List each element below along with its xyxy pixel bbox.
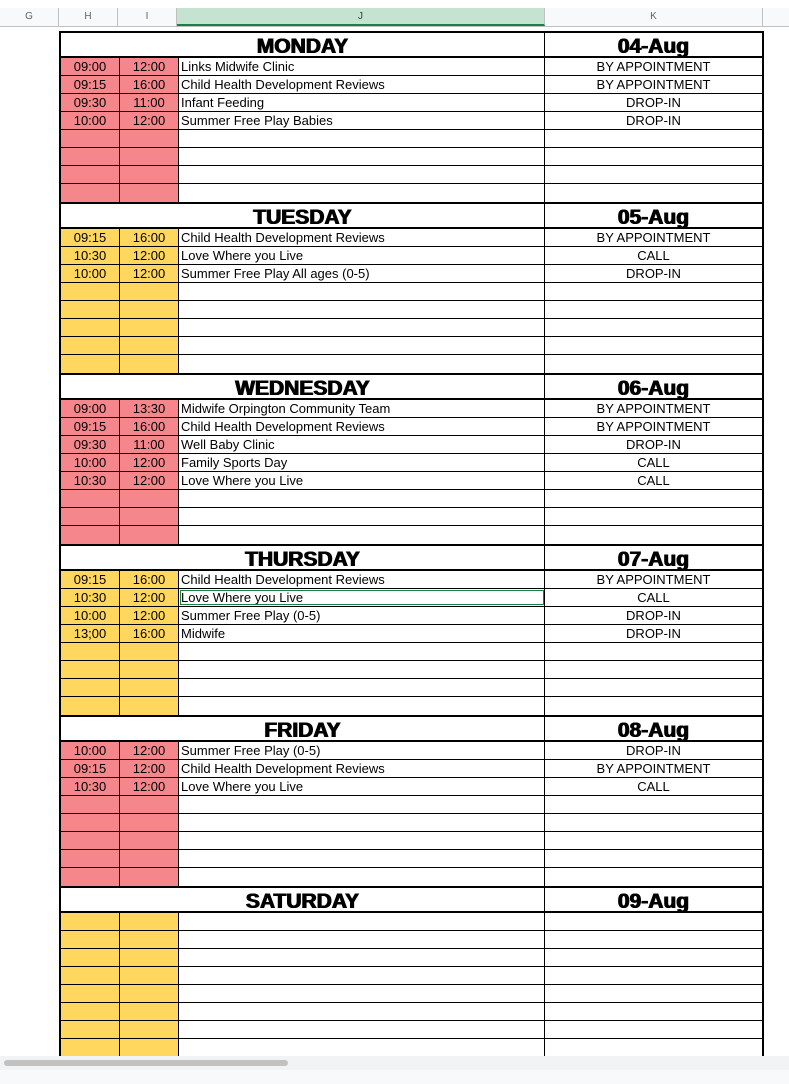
schedule-row bbox=[61, 760, 762, 778]
activity-cell[interactable] bbox=[179, 1021, 545, 1038]
activity-cell[interactable]: Links Midwife Clinic bbox=[179, 58, 545, 75]
activity-cell[interactable] bbox=[179, 985, 545, 1002]
schedule-row bbox=[61, 571, 762, 589]
schedule-sheet bbox=[59, 31, 764, 1059]
activity-cell[interactable]: Family Sports Day bbox=[179, 454, 545, 471]
booking-type-cell[interactable] bbox=[545, 679, 762, 696]
booking-type-cell[interactable] bbox=[545, 985, 762, 1002]
start-time-cell[interactable]: 09:30 bbox=[61, 436, 120, 453]
end-time-cell[interactable] bbox=[120, 490, 179, 507]
day-name[interactable]: MONDAY bbox=[61, 33, 545, 56]
schedule-row bbox=[61, 832, 762, 850]
start-time-cell[interactable] bbox=[61, 661, 120, 678]
activity-cell[interactable] bbox=[179, 931, 545, 948]
end-time-cell[interactable] bbox=[120, 301, 179, 318]
schedule-row bbox=[61, 1039, 762, 1057]
day-section-wednesday bbox=[61, 375, 762, 546]
booking-type-cell[interactable]: BY APPOINTMENT bbox=[596, 230, 711, 245]
schedule-row bbox=[61, 868, 762, 886]
schedule-row bbox=[61, 679, 762, 697]
start-time-cell[interactable] bbox=[61, 184, 120, 202]
end-time-cell[interactable] bbox=[120, 337, 179, 354]
end-time-cell[interactable]: 11:00 bbox=[120, 436, 179, 453]
booking-type-cell[interactable]: BY APPOINTMENT bbox=[596, 419, 711, 434]
booking-type-cell[interactable] bbox=[545, 931, 762, 948]
end-time-cell[interactable]: 12:00 bbox=[120, 742, 179, 759]
activity-cell[interactable] bbox=[179, 868, 545, 886]
activity-cell[interactable]: Summer Free Play Babies bbox=[179, 112, 545, 129]
booking-type-cell[interactable]: CALL bbox=[637, 473, 670, 488]
schedule-row bbox=[61, 778, 762, 796]
start-time-cell[interactable]: 09:00 bbox=[61, 400, 120, 417]
end-time-cell[interactable] bbox=[120, 796, 179, 813]
end-time-cell[interactable]: 16:00 bbox=[120, 76, 179, 93]
booking-type-cell[interactable] bbox=[545, 184, 762, 202]
schedule-row bbox=[61, 850, 762, 868]
activity-cell[interactable] bbox=[179, 1003, 545, 1020]
day-name[interactable]: FRIDAY bbox=[61, 717, 545, 740]
start-time-cell[interactable] bbox=[61, 967, 120, 984]
end-time-cell[interactable] bbox=[120, 931, 179, 948]
activity-cell[interactable] bbox=[179, 301, 545, 318]
day-name[interactable]: TUESDAY bbox=[61, 204, 545, 227]
day-header bbox=[61, 375, 762, 400]
start-time-cell[interactable] bbox=[61, 850, 120, 867]
schedule-row bbox=[61, 1003, 762, 1021]
start-time-cell[interactable] bbox=[61, 283, 120, 300]
activity-cell[interactable] bbox=[179, 967, 545, 984]
booking-type-cell[interactable]: BY APPOINTMENT bbox=[596, 761, 711, 776]
activity-cell[interactable] bbox=[179, 148, 545, 165]
activity-cell[interactable]: Child Health Development Reviews bbox=[179, 571, 545, 588]
day-section-monday bbox=[61, 33, 762, 204]
column-header-g[interactable]: G bbox=[0, 8, 59, 26]
booking-type-cell[interactable] bbox=[545, 814, 762, 831]
activity-cell[interactable]: Infant Feeding bbox=[179, 94, 545, 111]
end-time-cell[interactable] bbox=[120, 1039, 179, 1057]
schedule-row bbox=[61, 589, 762, 607]
start-time-cell[interactable] bbox=[61, 526, 120, 544]
end-time-cell[interactable]: 12:00 bbox=[120, 607, 179, 624]
booking-type-cell[interactable]: BY APPOINTMENT bbox=[596, 572, 711, 587]
start-time-cell[interactable]: 09:00 bbox=[61, 58, 120, 75]
start-time-cell[interactable] bbox=[61, 166, 120, 183]
schedule-row bbox=[61, 949, 762, 967]
start-time-cell[interactable] bbox=[61, 868, 120, 886]
booking-type-cell[interactable]: BY APPOINTMENT bbox=[596, 59, 711, 74]
activity-cell[interactable]: Love Where you Live bbox=[179, 589, 545, 606]
start-time-cell[interactable] bbox=[61, 1021, 120, 1038]
start-time-cell[interactable] bbox=[61, 301, 120, 318]
booking-type-cell[interactable] bbox=[545, 319, 762, 336]
booking-type-cell[interactable]: DROP-IN bbox=[626, 266, 681, 281]
schedule-row bbox=[61, 625, 762, 643]
start-time-cell[interactable]: 10:00 bbox=[61, 265, 120, 282]
start-time-cell[interactable] bbox=[61, 1003, 120, 1020]
end-time-cell[interactable]: 12:00 bbox=[120, 760, 179, 777]
end-time-cell[interactable] bbox=[120, 832, 179, 849]
day-name[interactable]: WEDNESDAY bbox=[61, 375, 545, 398]
activity-cell[interactable] bbox=[179, 679, 545, 696]
schedule-row bbox=[61, 643, 762, 661]
schedule-row bbox=[61, 283, 762, 301]
schedule-row bbox=[61, 76, 762, 94]
end-time-cell[interactable]: 11:00 bbox=[120, 94, 179, 111]
start-time-cell[interactable] bbox=[61, 130, 120, 147]
activity-cell[interactable]: Child Health Development Reviews bbox=[179, 76, 545, 93]
schedule-row bbox=[61, 796, 762, 814]
booking-type-cell[interactable]: CALL bbox=[637, 248, 670, 263]
start-time-cell[interactable]: 09:30 bbox=[61, 94, 120, 111]
end-time-cell[interactable] bbox=[120, 679, 179, 696]
start-time-cell[interactable] bbox=[61, 679, 120, 696]
booking-type-cell[interactable] bbox=[545, 283, 762, 300]
start-time-cell[interactable]: 10:00 bbox=[61, 607, 120, 624]
schedule-row bbox=[61, 355, 762, 373]
end-time-cell[interactable]: 16:00 bbox=[120, 571, 179, 588]
end-time-cell[interactable] bbox=[120, 355, 179, 373]
start-time-cell[interactable] bbox=[61, 697, 120, 715]
end-time-cell[interactable] bbox=[120, 850, 179, 867]
start-time-cell[interactable]: 10:00 bbox=[61, 112, 120, 129]
schedule-row bbox=[61, 436, 762, 454]
day-header bbox=[61, 546, 762, 571]
activity-cell[interactable] bbox=[179, 526, 545, 544]
schedule-row bbox=[61, 112, 762, 130]
activity-cell[interactable]: Summer Free Play (0-5) bbox=[179, 607, 545, 624]
booking-type-cell[interactable]: CALL bbox=[637, 455, 670, 470]
activity-cell[interactable]: Child Health Development Reviews bbox=[179, 760, 545, 777]
schedule-row bbox=[61, 301, 762, 319]
schedule-row bbox=[61, 337, 762, 355]
activity-cell[interactable] bbox=[179, 661, 545, 678]
activity-cell[interactable]: Child Health Development Reviews bbox=[179, 229, 545, 246]
start-time-cell[interactable]: 10:30 bbox=[61, 589, 120, 606]
day-header bbox=[61, 717, 762, 742]
activity-cell[interactable] bbox=[179, 319, 545, 336]
end-time-cell[interactable]: 12:00 bbox=[120, 265, 179, 282]
booking-type-cell[interactable] bbox=[545, 1039, 762, 1057]
start-time-cell[interactable] bbox=[61, 355, 120, 373]
schedule-row bbox=[61, 166, 762, 184]
start-time-cell[interactable]: 10:00 bbox=[61, 454, 120, 471]
activity-cell[interactable] bbox=[179, 184, 545, 202]
booking-type-cell[interactable] bbox=[545, 166, 762, 183]
end-time-cell[interactable]: 12:00 bbox=[120, 247, 179, 264]
schedule-row bbox=[61, 931, 762, 949]
booking-type-cell[interactable] bbox=[545, 643, 762, 660]
day-section-thursday bbox=[61, 546, 762, 717]
start-time-cell[interactable]: 13;00 bbox=[61, 625, 120, 642]
start-time-cell[interactable]: 09:15 bbox=[61, 76, 120, 93]
schedule-row bbox=[61, 229, 762, 247]
start-time-cell[interactable] bbox=[61, 931, 120, 948]
booking-type-cell[interactable] bbox=[545, 508, 762, 525]
start-time-cell[interactable] bbox=[61, 508, 120, 525]
booking-type-cell[interactable]: DROP-IN bbox=[626, 608, 681, 623]
end-time-cell[interactable]: 12:00 bbox=[120, 58, 179, 75]
end-time-cell[interactable] bbox=[120, 526, 179, 544]
start-time-cell[interactable]: 09:15 bbox=[61, 760, 120, 777]
start-time-cell[interactable]: 09:15 bbox=[61, 418, 120, 435]
start-time-cell[interactable] bbox=[61, 832, 120, 849]
schedule-row bbox=[61, 697, 762, 715]
activity-cell[interactable] bbox=[179, 643, 545, 660]
scrollbar-thumb[interactable] bbox=[4, 1060, 288, 1066]
start-time-cell[interactable] bbox=[61, 949, 120, 966]
start-time-cell[interactable] bbox=[61, 985, 120, 1002]
booking-type-cell[interactable] bbox=[545, 832, 762, 849]
activity-cell[interactable] bbox=[179, 490, 545, 507]
end-time-cell[interactable] bbox=[120, 661, 179, 678]
activity-cell[interactable] bbox=[179, 913, 545, 930]
booking-type-cell[interactable] bbox=[545, 130, 762, 147]
booking-type-cell[interactable]: BY APPOINTMENT bbox=[596, 401, 711, 416]
activity-cell[interactable] bbox=[179, 355, 545, 373]
activity-cell[interactable] bbox=[179, 283, 545, 300]
booking-type-cell[interactable] bbox=[545, 850, 762, 867]
end-time-cell[interactable]: 12:00 bbox=[120, 589, 179, 606]
end-time-cell[interactable] bbox=[120, 814, 179, 831]
booking-type-cell[interactable] bbox=[545, 301, 762, 318]
booking-type-cell[interactable] bbox=[545, 796, 762, 813]
start-time-cell[interactable] bbox=[61, 490, 120, 507]
start-time-cell[interactable]: 10:00 bbox=[61, 742, 120, 759]
start-time-cell[interactable] bbox=[61, 643, 120, 660]
activity-cell[interactable] bbox=[179, 850, 545, 867]
day-header bbox=[61, 888, 762, 913]
schedule-row bbox=[61, 130, 762, 148]
end-time-cell[interactable] bbox=[120, 508, 179, 525]
booking-type-cell[interactable]: DROP-IN bbox=[626, 437, 681, 452]
start-time-cell[interactable] bbox=[61, 796, 120, 813]
end-time-cell[interactable] bbox=[120, 166, 179, 183]
schedule-row bbox=[61, 607, 762, 625]
schedule-row bbox=[61, 472, 762, 490]
booking-type-cell[interactable]: CALL bbox=[637, 779, 670, 794]
day-section-friday bbox=[61, 717, 762, 888]
end-time-cell[interactable] bbox=[120, 697, 179, 715]
column-header-bar bbox=[0, 8, 789, 27]
start-time-cell[interactable] bbox=[61, 913, 120, 930]
end-time-cell[interactable]: 16:00 bbox=[120, 229, 179, 246]
sheet-footer bbox=[0, 1070, 789, 1084]
start-time-cell[interactable] bbox=[61, 1039, 120, 1057]
horizontal-scrollbar[interactable] bbox=[0, 1056, 789, 1070]
day-date[interactable]: 05-Aug bbox=[617, 206, 690, 229]
booking-type-cell[interactable] bbox=[545, 490, 762, 507]
activity-cell[interactable]: Love Where you Live bbox=[179, 247, 545, 264]
activity-cell[interactable] bbox=[179, 697, 545, 715]
end-time-cell[interactable] bbox=[120, 643, 179, 660]
schedule-row bbox=[61, 58, 762, 76]
schedule-row bbox=[61, 418, 762, 436]
end-time-cell[interactable] bbox=[120, 184, 179, 202]
schedule-row bbox=[61, 913, 762, 931]
activity-cell[interactable] bbox=[179, 832, 545, 849]
schedule-row bbox=[61, 661, 762, 679]
schedule-row bbox=[61, 400, 762, 418]
start-time-cell[interactable] bbox=[61, 319, 120, 336]
start-time-cell[interactable]: 10:30 bbox=[61, 472, 120, 489]
end-time-cell[interactable]: 12:00 bbox=[120, 454, 179, 471]
schedule-row bbox=[61, 985, 762, 1003]
schedule-row bbox=[61, 454, 762, 472]
booking-type-cell[interactable] bbox=[545, 355, 762, 373]
day-date[interactable]: 04-Aug bbox=[617, 35, 690, 58]
booking-type-cell[interactable]: BY APPOINTMENT bbox=[596, 77, 711, 92]
end-time-cell[interactable] bbox=[120, 967, 179, 984]
activity-cell[interactable] bbox=[179, 130, 545, 147]
day-name[interactable]: SATURDAY bbox=[61, 888, 545, 911]
activity-cell[interactable]: Child Health Development Reviews bbox=[179, 418, 545, 435]
schedule-row bbox=[61, 184, 762, 202]
schedule-row bbox=[61, 490, 762, 508]
day-name[interactable]: THURSDAY bbox=[61, 546, 545, 569]
end-time-cell[interactable]: 16:00 bbox=[120, 625, 179, 642]
activity-cell[interactable] bbox=[179, 796, 545, 813]
start-time-cell[interactable]: 10:30 bbox=[61, 247, 120, 264]
booking-type-cell[interactable] bbox=[545, 697, 762, 715]
end-time-cell[interactable] bbox=[120, 913, 179, 930]
start-time-cell[interactable]: 09:15 bbox=[61, 229, 120, 246]
end-time-cell[interactable] bbox=[120, 1003, 179, 1020]
column-header-k[interactable]: K bbox=[545, 8, 763, 26]
booking-type-cell[interactable] bbox=[545, 148, 762, 165]
schedule-row bbox=[61, 319, 762, 337]
schedule-row bbox=[61, 526, 762, 544]
day-date[interactable]: 06-Aug bbox=[617, 377, 690, 400]
activity-cell[interactable] bbox=[179, 508, 545, 525]
schedule-row bbox=[61, 814, 762, 832]
schedule-row bbox=[61, 1021, 762, 1039]
booking-type-cell[interactable] bbox=[545, 526, 762, 544]
day-header bbox=[61, 33, 762, 58]
booking-type-cell[interactable]: DROP-IN bbox=[626, 95, 681, 110]
end-time-cell[interactable] bbox=[120, 985, 179, 1002]
activity-cell[interactable] bbox=[179, 814, 545, 831]
start-time-cell[interactable] bbox=[61, 814, 120, 831]
end-time-cell[interactable]: 12:00 bbox=[120, 778, 179, 795]
day-section-saturday bbox=[61, 888, 762, 1057]
booking-type-cell[interactable] bbox=[545, 913, 762, 930]
activity-cell[interactable]: Summer Free Play All ages (0-5) bbox=[179, 265, 545, 282]
booking-type-cell[interactable] bbox=[545, 337, 762, 354]
end-time-cell[interactable] bbox=[120, 283, 179, 300]
day-section-tuesday bbox=[61, 204, 762, 375]
column-header-i[interactable]: I bbox=[118, 8, 177, 26]
activity-cell[interactable]: Midwife Orpington Community Team bbox=[179, 400, 545, 417]
end-time-cell[interactable]: 12:00 bbox=[120, 112, 179, 129]
day-date[interactable]: 09-Aug bbox=[617, 890, 690, 913]
start-time-cell[interactable]: 10:30 bbox=[61, 778, 120, 795]
end-time-cell[interactable] bbox=[120, 319, 179, 336]
booking-type-cell[interactable]: DROP-IN bbox=[626, 743, 681, 758]
end-time-cell[interactable] bbox=[120, 130, 179, 147]
booking-type-cell[interactable] bbox=[545, 1003, 762, 1020]
schedule-row bbox=[61, 508, 762, 526]
end-time-cell[interactable] bbox=[120, 1021, 179, 1038]
day-date[interactable]: 08-Aug bbox=[617, 719, 690, 742]
activity-cell[interactable] bbox=[179, 1039, 545, 1057]
booking-type-cell[interactable]: DROP-IN bbox=[626, 113, 681, 128]
schedule-row bbox=[61, 148, 762, 166]
day-date[interactable]: 07-Aug bbox=[617, 548, 690, 571]
schedule-row bbox=[61, 265, 762, 283]
start-time-cell[interactable]: 09:15 bbox=[61, 571, 120, 588]
schedule-row bbox=[61, 742, 762, 760]
activity-cell[interactable] bbox=[179, 949, 545, 966]
activity-cell[interactable] bbox=[179, 337, 545, 354]
end-time-cell[interactable]: 12:00 bbox=[120, 472, 179, 489]
day-header bbox=[61, 204, 762, 229]
booking-type-cell[interactable] bbox=[545, 949, 762, 966]
schedule-row bbox=[61, 967, 762, 985]
activity-cell[interactable]: Well Baby Clinic bbox=[179, 436, 545, 453]
end-time-cell[interactable] bbox=[120, 949, 179, 966]
start-time-cell[interactable] bbox=[61, 337, 120, 354]
booking-type-cell[interactable]: DROP-IN bbox=[626, 626, 681, 641]
activity-cell[interactable]: Midwife bbox=[179, 625, 545, 642]
start-time-cell[interactable] bbox=[61, 148, 120, 165]
schedule-row bbox=[61, 94, 762, 112]
activity-cell[interactable]: Love Where you Live bbox=[179, 472, 545, 489]
end-time-cell[interactable]: 13:30 bbox=[120, 400, 179, 417]
activity-cell[interactable]: Love Where you Live bbox=[179, 778, 545, 795]
end-time-cell[interactable] bbox=[120, 868, 179, 886]
booking-type-cell[interactable] bbox=[545, 967, 762, 984]
end-time-cell[interactable]: 16:00 bbox=[120, 418, 179, 435]
activity-cell[interactable]: Summer Free Play (0-5) bbox=[179, 742, 545, 759]
schedule-row bbox=[61, 247, 762, 265]
booking-type-cell[interactable] bbox=[545, 661, 762, 678]
booking-type-cell[interactable] bbox=[545, 868, 762, 886]
column-header-h[interactable]: H bbox=[59, 8, 118, 26]
booking-type-cell[interactable]: CALL bbox=[637, 590, 670, 605]
column-header-j[interactable]: J bbox=[177, 8, 545, 26]
booking-type-cell[interactable] bbox=[545, 1021, 762, 1038]
activity-cell[interactable] bbox=[179, 166, 545, 183]
end-time-cell[interactable] bbox=[120, 148, 179, 165]
